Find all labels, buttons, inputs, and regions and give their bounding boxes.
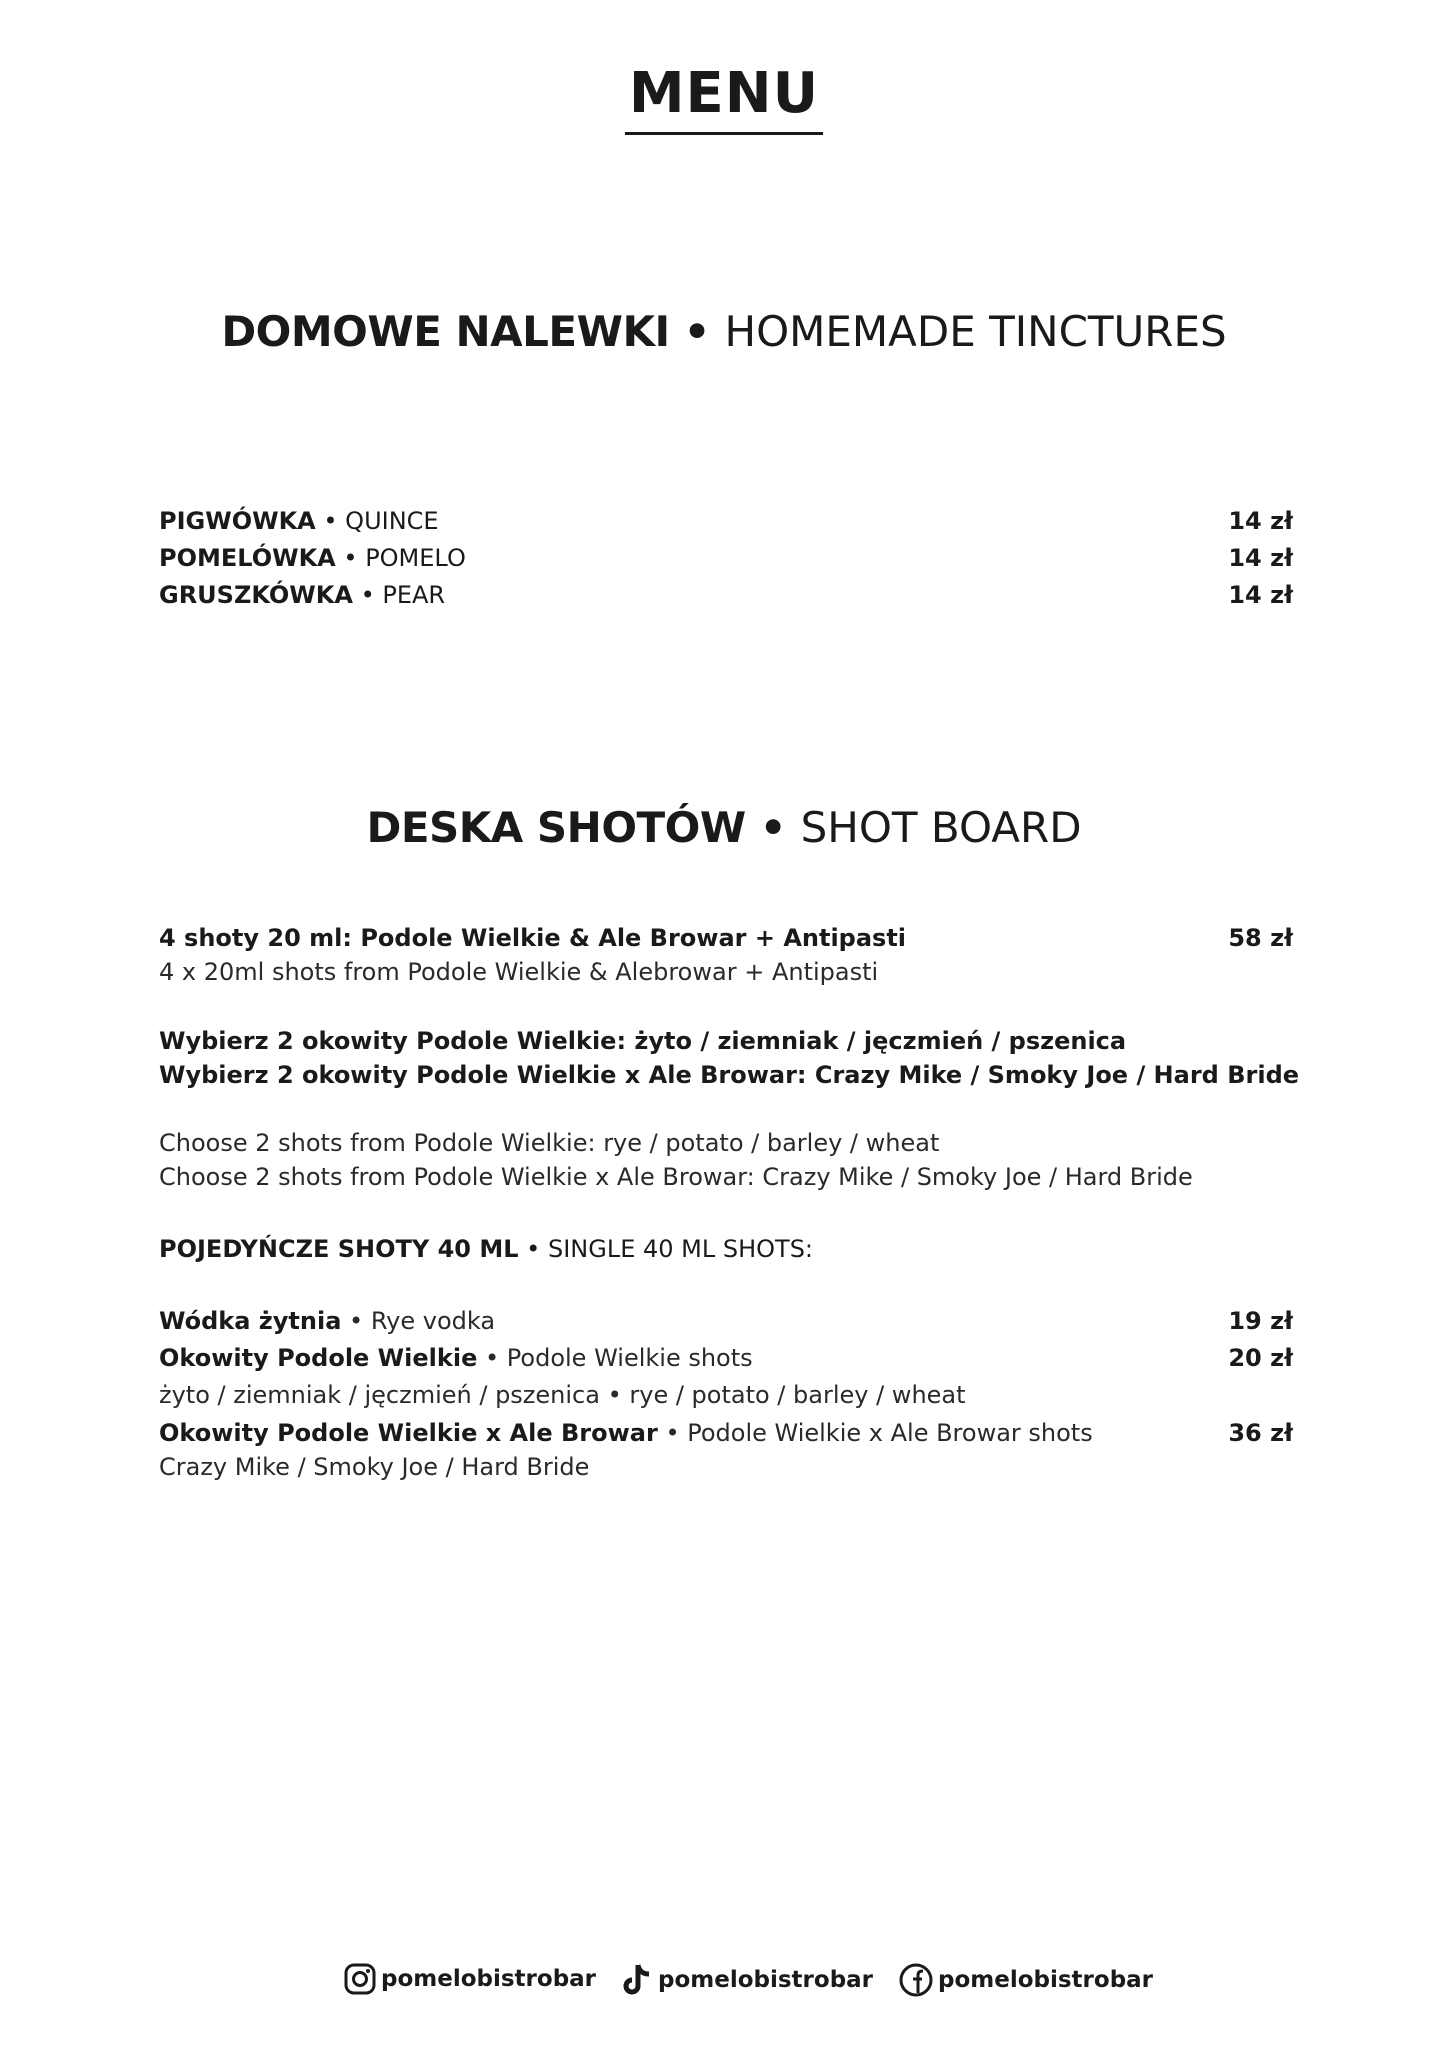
item-price: 19 zł — [1228, 1307, 1293, 1335]
choose-en-line-1: Choose 2 shots from Podole Wielkie: rye / potato / barley / wheat — [159, 1129, 940, 1157]
shot-board-name: 4 shoty 20 ml: Podole Wielkie & Ale Browar + Antipasti — [159, 924, 907, 952]
item-name-en: • Podole Wielkie shots — [485, 1344, 753, 1372]
item-name-pl: Okowity Podole Wielkie x Ale Browar — [159, 1419, 658, 1447]
menu-title-wrap — [0, 62, 1448, 135]
single-shots-heading — [159, 1232, 813, 1266]
item-name-en: • QUINCE — [323, 507, 439, 535]
instagram-icon — [343, 1962, 377, 1996]
tiktok-handle: pomelobistrobar — [658, 1967, 874, 1993]
tiktok-icon — [620, 1962, 654, 1998]
item-price: 14 zł — [1228, 507, 1293, 535]
shot-board-heading — [0, 800, 1448, 856]
instagram-link[interactable] — [343, 1962, 596, 1996]
shot-board-title-en: SHOT BOARD — [800, 803, 1082, 852]
facebook-handle: pomelobistrobar — [938, 1967, 1154, 1993]
tiktok-link[interactable] — [620, 1962, 873, 1998]
tinctures-heading — [0, 304, 1448, 360]
shot-board-description: 4 x 20ml shots from Podole Wielkie & Alebrowar + Antipasti — [159, 958, 879, 986]
single-shots-title-en: • SINGLE 40 ML SHOTS: — [526, 1235, 814, 1263]
item-name-en: • PEAR — [360, 581, 446, 609]
single-shots-title-pl: POJEDYŃCZE SHOTY 40 ML — [159, 1235, 519, 1263]
menu-item-row — [159, 541, 1293, 575]
facebook-link[interactable] — [898, 1962, 1153, 1998]
item-price: 14 zł — [1228, 544, 1293, 572]
tinctures-title-en: HOMEMADE TINCTURES — [724, 307, 1227, 356]
page-title: MENU — [625, 62, 823, 135]
ale-variants: Crazy Mike / Smoky Joe / Hard Bride — [159, 1453, 590, 1481]
shot-board-row — [159, 921, 1293, 955]
item-name-pl: POMELÓWKA — [159, 544, 336, 572]
item-price: 20 zł — [1228, 1344, 1293, 1372]
menu-item-row — [159, 1304, 1293, 1338]
item-name-pl: GRUSZKÓWKA — [159, 581, 353, 609]
item-price: 14 zł — [1228, 581, 1293, 609]
item-name-en: • POMELO — [343, 544, 466, 572]
menu-item-row — [159, 1341, 1293, 1375]
shot-board-price: 58 zł — [1228, 924, 1293, 952]
heading-separator: • — [683, 307, 711, 356]
tinctures-title-pl: DOMOWE NALEWKI — [221, 307, 670, 356]
facebook-icon — [898, 1962, 934, 1998]
singles-variants: żyto / ziemniak / jęczmień / pszenica • rye / potato / barley / wheat — [159, 1381, 966, 1409]
heading-separator: • — [759, 803, 787, 852]
instagram-handle: pomelobistrobar — [381, 1966, 597, 1992]
item-price: 36 zł — [1228, 1419, 1293, 1447]
choose-pl-line-1: Wybierz 2 okowity Podole Wielkie: żyto / ziemniak / jęczmień / pszenica — [159, 1027, 1127, 1055]
item-name-en: • Rye vodka — [349, 1307, 496, 1335]
shot-board-title-pl: DESKA SHOTÓW — [366, 803, 746, 852]
item-name-pl: PIGWÓWKA — [159, 507, 316, 535]
item-name-pl: Okowity Podole Wielkie — [159, 1344, 478, 1372]
item-name-pl: Wódka żytnia — [159, 1307, 342, 1335]
menu-item-row — [159, 504, 1293, 538]
choose-pl-line-2: Wybierz 2 okowity Podole Wielkie x Ale Browar: Crazy Mike / Smoky Joe / Hard Bride — [159, 1061, 1300, 1089]
menu-item-row — [159, 1416, 1293, 1450]
choose-en-line-2: Choose 2 shots from Podole Wielkie x Ale Browar: Crazy Mike / Smoky Joe / Hard Bride — [159, 1163, 1193, 1191]
menu-item-row — [159, 578, 1293, 612]
item-name-en: • Podole Wielkie x Ale Browar shots — [665, 1419, 1093, 1447]
